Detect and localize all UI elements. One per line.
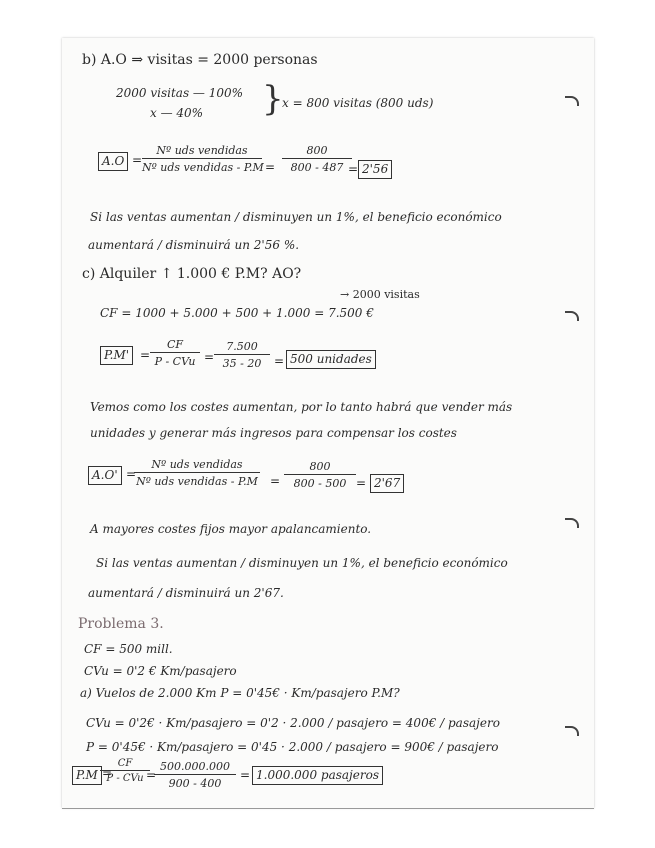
ao-prime-formula-fraction [134, 458, 260, 488]
ao-label-box: A.O [98, 152, 128, 171]
ao-prime-formula-numerator: Nº uds vendidas [134, 458, 260, 473]
problem3-title: Problema 3. [78, 616, 164, 632]
problem3-pm-label-box: P.M [72, 766, 102, 785]
conclusion-line: A mayores costes fijos mayor apalancamiento. [90, 522, 372, 536]
pm-values-fraction [214, 340, 270, 370]
section-c-note2-line1: Si las ventas aumentan / disminuyen un 1%, el beneficio económico [96, 556, 508, 570]
equals-sign: = [102, 766, 113, 780]
ao-formula-denominator: Nº uds vendidas - P.M [142, 161, 264, 174]
problem3-pm-values-numerator: 500.000.000 [154, 760, 236, 775]
section-c-heading: c) Alquiler ↑ 1.000 € P.M? AO? [82, 266, 302, 282]
equals-sign: = [126, 467, 137, 481]
equals-sign: = [204, 350, 215, 364]
ao-result-box: 2'56 [358, 160, 392, 179]
equals-sign: = [356, 476, 367, 490]
equals-sign: = [270, 474, 281, 488]
equals-sign: = [274, 354, 285, 368]
equals-sign: = [132, 153, 143, 167]
ao-formula-fraction [142, 144, 262, 174]
pm-formula-numerator: CF [150, 338, 200, 353]
ao-prime-result-box: 2'67 [370, 474, 404, 493]
rule-of-three-line2: x — 40% [150, 106, 204, 120]
problem3-a-heading: a) Vuelos de 2.000 Km P = 0'45€ · Km/pasajero P.M? [80, 686, 400, 700]
problem3-pm-formula-denominator: P - CVu [106, 773, 144, 784]
problem3-price-line: P = 0'45€ · Km/pasajero = 0'45 · 2.000 / pasajero = 900€ / pasajero [86, 740, 499, 754]
problem3-pm-result-box: 1.000.000 pasajeros [252, 766, 383, 785]
problem3-cvu-line: CVu = 0'2€ · Km/pasajero = 0'2 · 2.000 / pasajero = 400€ / pasajero [86, 716, 500, 730]
equals-sign: = [240, 768, 251, 782]
equals-sign: = [146, 768, 157, 782]
problem3-variable-cost: CVu = 0'2 € Km/pasajero [84, 664, 237, 678]
section-b-note-line1: Si las ventas aumentan / disminuyen un 1%, el beneficio económico [90, 210, 502, 224]
rule-of-three-line1: 2000 visitas — 100% [116, 86, 244, 100]
equals-sign: = [348, 162, 359, 176]
ao-prime-values-denominator: 800 - 500 [293, 477, 347, 490]
pm-values-numerator: 7.500 [214, 340, 270, 355]
section-b-heading: b) A.O ⇒ visitas = 2000 personas [82, 52, 318, 68]
ao-values-denominator: 800 - 487 [290, 161, 344, 174]
brace-symbol: } [262, 79, 284, 119]
equals-sign: = [265, 160, 276, 174]
ao-values-numerator: 800 [282, 144, 352, 159]
problem3-fixed-cost: CF = 500 mill. [84, 642, 173, 656]
problem3-pm-values-denominator: 900 - 400 [168, 777, 222, 790]
section-c-note-line2: unidades y generar más ingresos para compensar los costes [90, 426, 457, 440]
pm-label-box: P.M' [100, 346, 133, 365]
pm-values-denominator: 35 - 20 [222, 357, 262, 370]
ao-prime-label-box: A.O' [88, 466, 122, 485]
equals-sign: = [140, 348, 151, 362]
ao-prime-values-fraction [284, 460, 356, 490]
ao-prime-values-numerator: 800 [284, 460, 356, 475]
ao-formula-numerator: Nº uds vendidas [142, 144, 262, 159]
page-bottom-edge [62, 808, 594, 809]
ao-prime-formula-denominator: Nº uds vendidas - P.M [136, 475, 258, 488]
section-c-note2-line2: aumentará / disminuirá un 2'67. [88, 586, 284, 600]
fixed-costs-line: CF = 1000 + 5.000 + 500 + 1.000 = 7.500 € [100, 306, 374, 320]
pm-formula-denominator: P - CVu [154, 355, 196, 368]
pm-formula-fraction [150, 338, 200, 368]
section-b-note-line2: aumentará / disminuirá un 2'56 %. [88, 238, 300, 252]
rule-of-three-result: x = 800 visitas (800 uds) [282, 96, 434, 110]
pm-result-box: 500 unidades [286, 350, 376, 369]
visits-annotation: → 2000 visitas [340, 288, 420, 301]
section-c-note-line1: Vemos como los costes aumentan, por lo tanto habrá que vender más [90, 400, 513, 414]
problem3-pm-formula-numerator: CF [100, 758, 150, 771]
problem3-pm-values-fraction [154, 760, 236, 790]
ao-values-fraction [282, 144, 352, 174]
problem3-pm-formula-fraction [100, 758, 150, 784]
